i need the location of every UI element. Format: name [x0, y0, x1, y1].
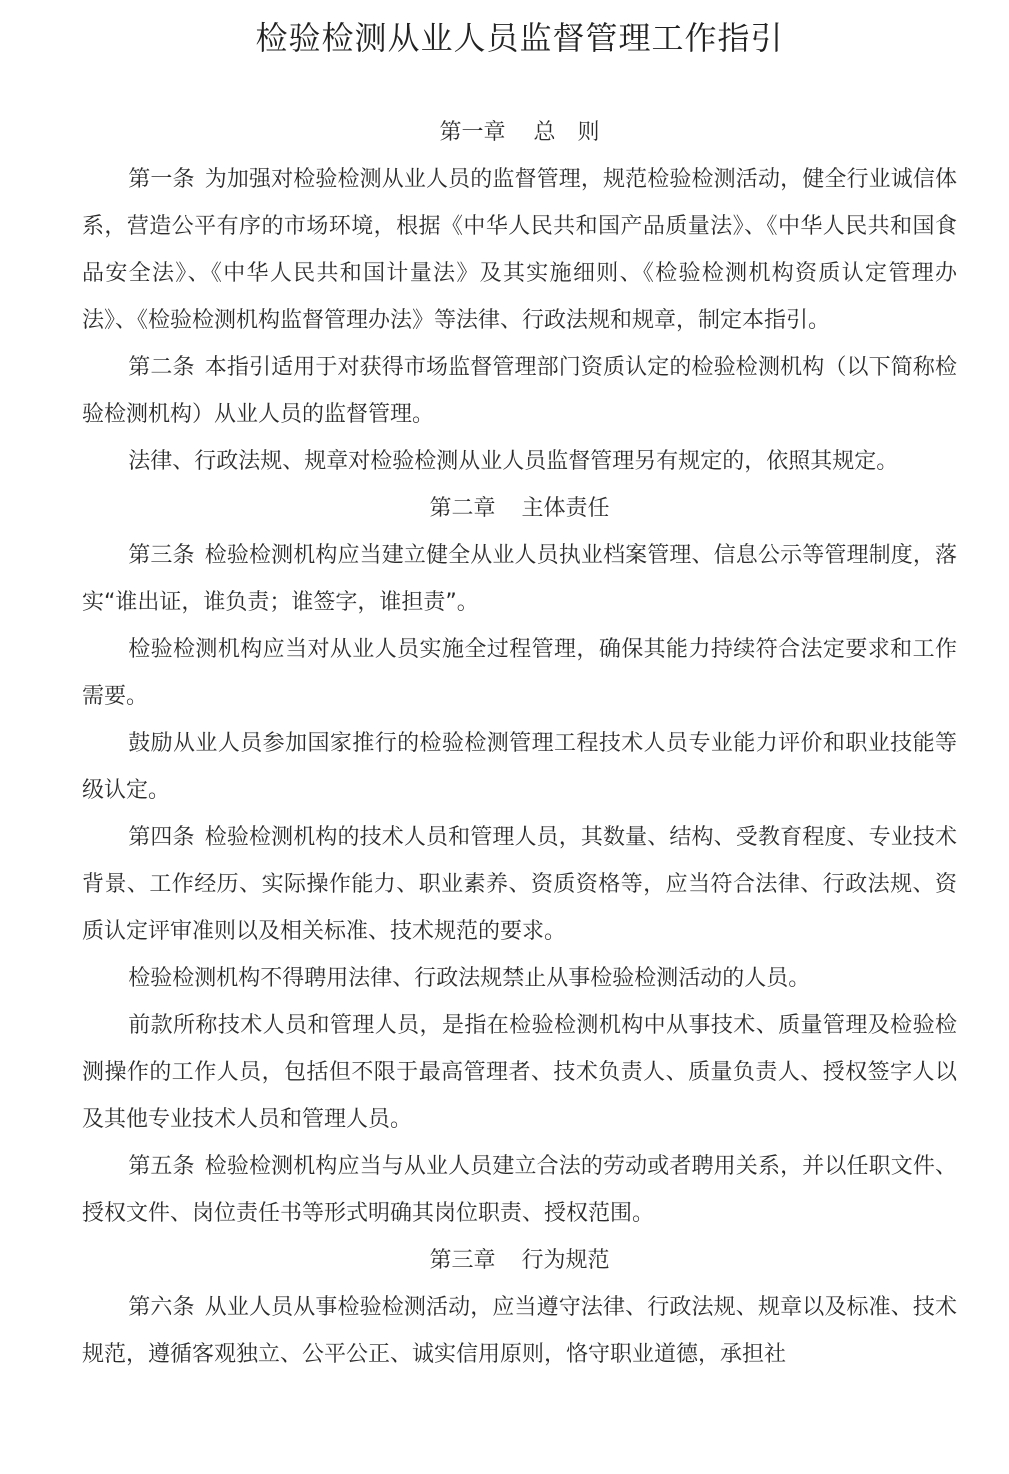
- chapter-number: 第三章: [429, 1248, 496, 1273]
- article-4-continuation-2: [82, 1002, 957, 1143]
- article-1-paragraph: [82, 156, 957, 344]
- article-number: 第一条: [128, 167, 195, 192]
- document-body: [82, 109, 957, 1378]
- article-2-continuation: [82, 438, 957, 485]
- article-text: 检验检测机构的技术人员和管理人员，其数量、结构、受教育程度、专业技术背景、工作经历、实际操作能力、职业素养、资质资格等，应当符合法律、行政法规、资质认定评审准则以及相关标准、技术规范的要求。: [82, 825, 957, 944]
- article-number: 第六条: [128, 1295, 195, 1320]
- document-title: 检验检测从业人员监督管理工作指引: [255, 19, 784, 57]
- article-text: 检验检测机构应当与从业人员建立合法的劳动或者聘用关系，并以任职文件、授权文件、岗位责任书等形式明确其岗位职责、授权范围。: [82, 1154, 957, 1226]
- paragraph-text: 检验检测机构不得聘用法律、行政法规禁止从事检验检测活动的人员。: [128, 966, 811, 991]
- paragraph-text: 前款所称技术人员和管理人员，是指在检验检测机构中从事技术、质量管理及检验检测操作的工作人员，包括但不限于最高管理者、技术负责人、质量负责人、授权签字人以及其他专业技术人员和管理人员。: [82, 1013, 957, 1132]
- chapter-number: 第一章: [439, 120, 506, 145]
- article-text: 本指引适用于对获得市场监督管理部门资质认定的检验检测机构（以下简称检验检测机构）从业人员的监督管理。: [82, 355, 957, 427]
- article-text: 为加强对检验检测从业人员的监督管理，规范检验检测活动，健全行业诚信体系，营造公平有序的市场环境，根据《中华人民共和国产品质量法》、《中华人民共和国食品安全法》、《中华人民共和国计量法》及其实施细则、《检验检测机构资质认定管理办法》、《检验检测机构监督管理办法》等法律、行政法规和规章，制定本指引。: [82, 167, 957, 333]
- article-3-continuation-2: [82, 720, 957, 814]
- article-5-paragraph: [82, 1143, 957, 1237]
- article-4-paragraph: [82, 814, 957, 955]
- article-text: 检验检测机构应当建立健全从业人员执业档案管理、信息公示等管理制度，落实“谁出证，谁负责；谁签字，谁担责”。: [82, 543, 957, 615]
- chapter-heading-2: [82, 485, 957, 532]
- article-3-paragraph: [82, 532, 957, 626]
- paragraph-text: 法律、行政法规、规章对检验检测从业人员监督管理另有规定的，依照其规定。: [128, 449, 899, 474]
- paragraph-text: 检验检测机构应当对从业人员实施全过程管理，确保其能力持续符合法定要求和工作需要。: [82, 637, 957, 709]
- chapter-title: 行为规范: [521, 1248, 610, 1273]
- chapter-title: 主体责任: [521, 496, 610, 521]
- article-number: 第三条: [128, 543, 195, 568]
- paragraph-text: 鼓励从业人员参加国家推行的检验检测管理工程技术人员专业能力评价和职业技能等级认定。: [82, 731, 957, 803]
- chapter-heading-3: [82, 1237, 957, 1284]
- chapter-heading-1: [82, 109, 957, 156]
- chapter-number: 第二章: [429, 496, 496, 521]
- article-2-paragraph: [82, 344, 957, 438]
- chapter-title: 总 则: [533, 120, 600, 145]
- article-number: 第四条: [128, 825, 195, 850]
- article-number: 第五条: [128, 1154, 195, 1179]
- article-6-paragraph: [82, 1284, 957, 1378]
- article-text: 从业人员从事检验检测活动，应当遵守法律、行政法规、规章以及标准、技术规范，遵循客观独立、公平公正、诚实信用原则，恪守职业道德，承担社: [82, 1295, 957, 1367]
- article-number: 第二条: [128, 355, 195, 380]
- article-3-continuation-1: [82, 626, 957, 720]
- article-4-continuation-1: [82, 955, 957, 1002]
